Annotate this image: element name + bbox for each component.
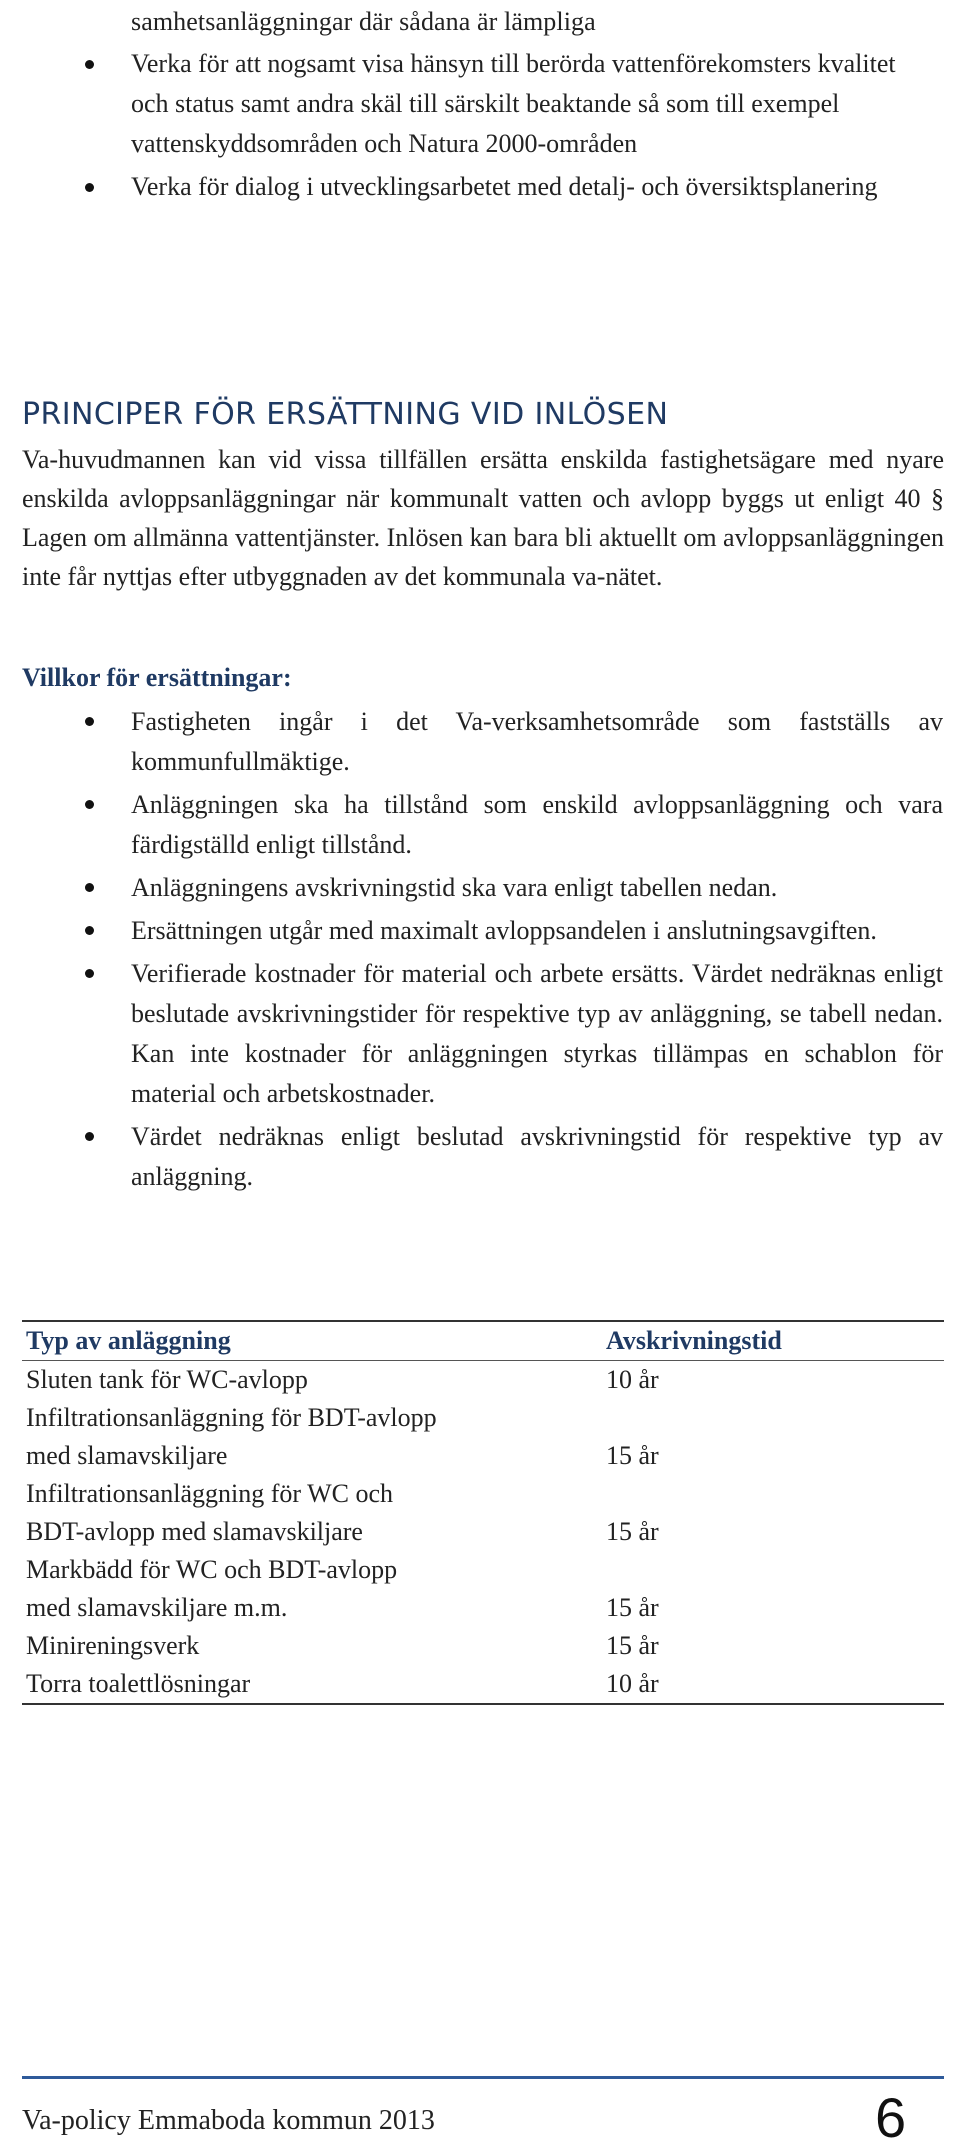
list-item-text: Verka för dialog i utvecklingsarbetet med detalj- och översiktsplanering — [131, 172, 878, 201]
cell-line: Torra toalettlösningar — [26, 1669, 251, 1698]
page-number: 6 — [875, 2086, 907, 2149]
conditions-heading: Villkor för ersättningar: — [22, 663, 292, 692]
footer-text: Va-policy Emmaboda kommun 2013 — [22, 2105, 435, 2136]
table-row — [22, 1551, 944, 1627]
bullet-icon — [85, 800, 94, 809]
cell-line: Minireningsverk — [26, 1631, 200, 1660]
bullet-icon — [85, 883, 94, 892]
depreciation-time-cell: 15 år — [606, 1593, 659, 1622]
continued-text-line: samhetsanläggningar där sådana är lämpliga — [131, 7, 596, 36]
list-item — [131, 702, 943, 782]
list-item-text: Anläggningen ska ha tillstånd som enskild avloppsanläggning och vara färdigställd enligt tillstånd. — [131, 790, 943, 859]
facility-type-cell — [22, 1475, 606, 1551]
depreciation-time-cell: 10 år — [606, 1365, 659, 1394]
bullet-icon — [85, 717, 94, 726]
bullet-icon — [85, 183, 94, 192]
table-row — [22, 1475, 944, 1551]
facility-type-cell — [22, 1399, 606, 1475]
bullet-icon — [85, 1132, 94, 1141]
facility-type-cell — [22, 1551, 606, 1627]
table-row — [22, 1361, 944, 1399]
cell-line: Infiltrationsanläggning för BDT-avlopp — [26, 1403, 437, 1432]
section-paragraph: Va-huvudmannen kan vid vissa tillfällen ersätta enskilda fastighetsägare med nyare enskilda avloppsanläggningar när kommunalt vatten och avlopp byggs ut enligt 40 § Lagen om allmänna vattentjänster. Inlösen kan bara bli aktuellt om avloppsanläggningen inte får nyttjas efter utbyggnaden av det kommunala va-nätet. — [22, 445, 945, 591]
table-row — [22, 1399, 944, 1475]
list-item — [131, 167, 931, 207]
cell-line: Sluten tank för WC-avlopp — [26, 1365, 308, 1394]
facility-type-cell — [22, 1627, 606, 1665]
facility-type-cell — [22, 1665, 606, 1703]
list-item — [131, 785, 943, 865]
table-row — [22, 1665, 944, 1703]
cell-line: Infiltrationsanläggning för WC och — [26, 1479, 394, 1508]
bullet-icon — [85, 926, 94, 935]
list-item-text: Verka för att nogsamt visa hänsyn till berörda vattenförekomsters kvalitet och status samt andra skäl till särskilt beaktande så som till exempel vattenskyddsområden och Natura 2000-områden — [131, 49, 896, 158]
column-header-type: Typ av anläggning — [26, 1326, 231, 1355]
list-item — [131, 911, 943, 951]
footer-rule — [22, 2076, 944, 2079]
list-item-text: Ersättningen utgår med maximalt avloppsandelen i anslutningsavgiften. — [131, 916, 877, 945]
bullet-icon — [85, 60, 94, 69]
goals-bullet-list — [131, 44, 931, 210]
list-item-text: Värdet nedräknas enligt beslutad avskrivningstid för respektive typ av anläggning. — [131, 1122, 943, 1191]
list-item-text: Fastigheten ingår i det Va-verksamhetsområde som fastställs av kommunfullmäktige. — [131, 707, 943, 776]
table-row — [22, 1627, 944, 1665]
bullet-icon — [85, 969, 94, 978]
cell-line: BDT-avlopp med slamavskiljare — [26, 1517, 363, 1546]
column-header-time: Avskrivningstid — [606, 1326, 782, 1355]
list-item-text: Verifierade kostnader för material och arbete ersätts. Värdet nedräknas enligt beslutade avskrivningstider för respektive typ av anläggning, se tabell nedan. Kan inte kostnader för anläggningen styrkas tillämpas en schablon för material och arbetskostnader. — [131, 959, 943, 1108]
list-item — [131, 954, 943, 1114]
depreciation-time-cell: 15 år — [606, 1517, 659, 1546]
list-item — [131, 1117, 943, 1197]
facility-type-cell — [22, 1361, 606, 1399]
section-heading: PRINCIPER FÖR ERSÄTTNING VID INLÖSEN — [22, 397, 669, 432]
depreciation-time-cell: 15 år — [606, 1441, 659, 1470]
list-item — [131, 44, 931, 164]
list-item — [131, 868, 943, 908]
table-header-row — [22, 1322, 944, 1360]
conditions-bullet-list — [131, 702, 943, 1200]
cell-line: med slamavskiljare m.m. — [26, 1593, 288, 1622]
depreciation-time-cell: 10 år — [606, 1669, 659, 1698]
cell-line: Markbädd för WC och BDT-avlopp — [26, 1555, 398, 1584]
depreciation-time-cell: 15 år — [606, 1631, 659, 1660]
cell-line: med slamavskiljare — [26, 1441, 228, 1470]
list-item-text: Anläggningens avskrivningstid ska vara enligt tabellen nedan. — [131, 873, 778, 902]
table-bottom-rule — [22, 1703, 944, 1705]
depreciation-table — [22, 1320, 944, 1705]
